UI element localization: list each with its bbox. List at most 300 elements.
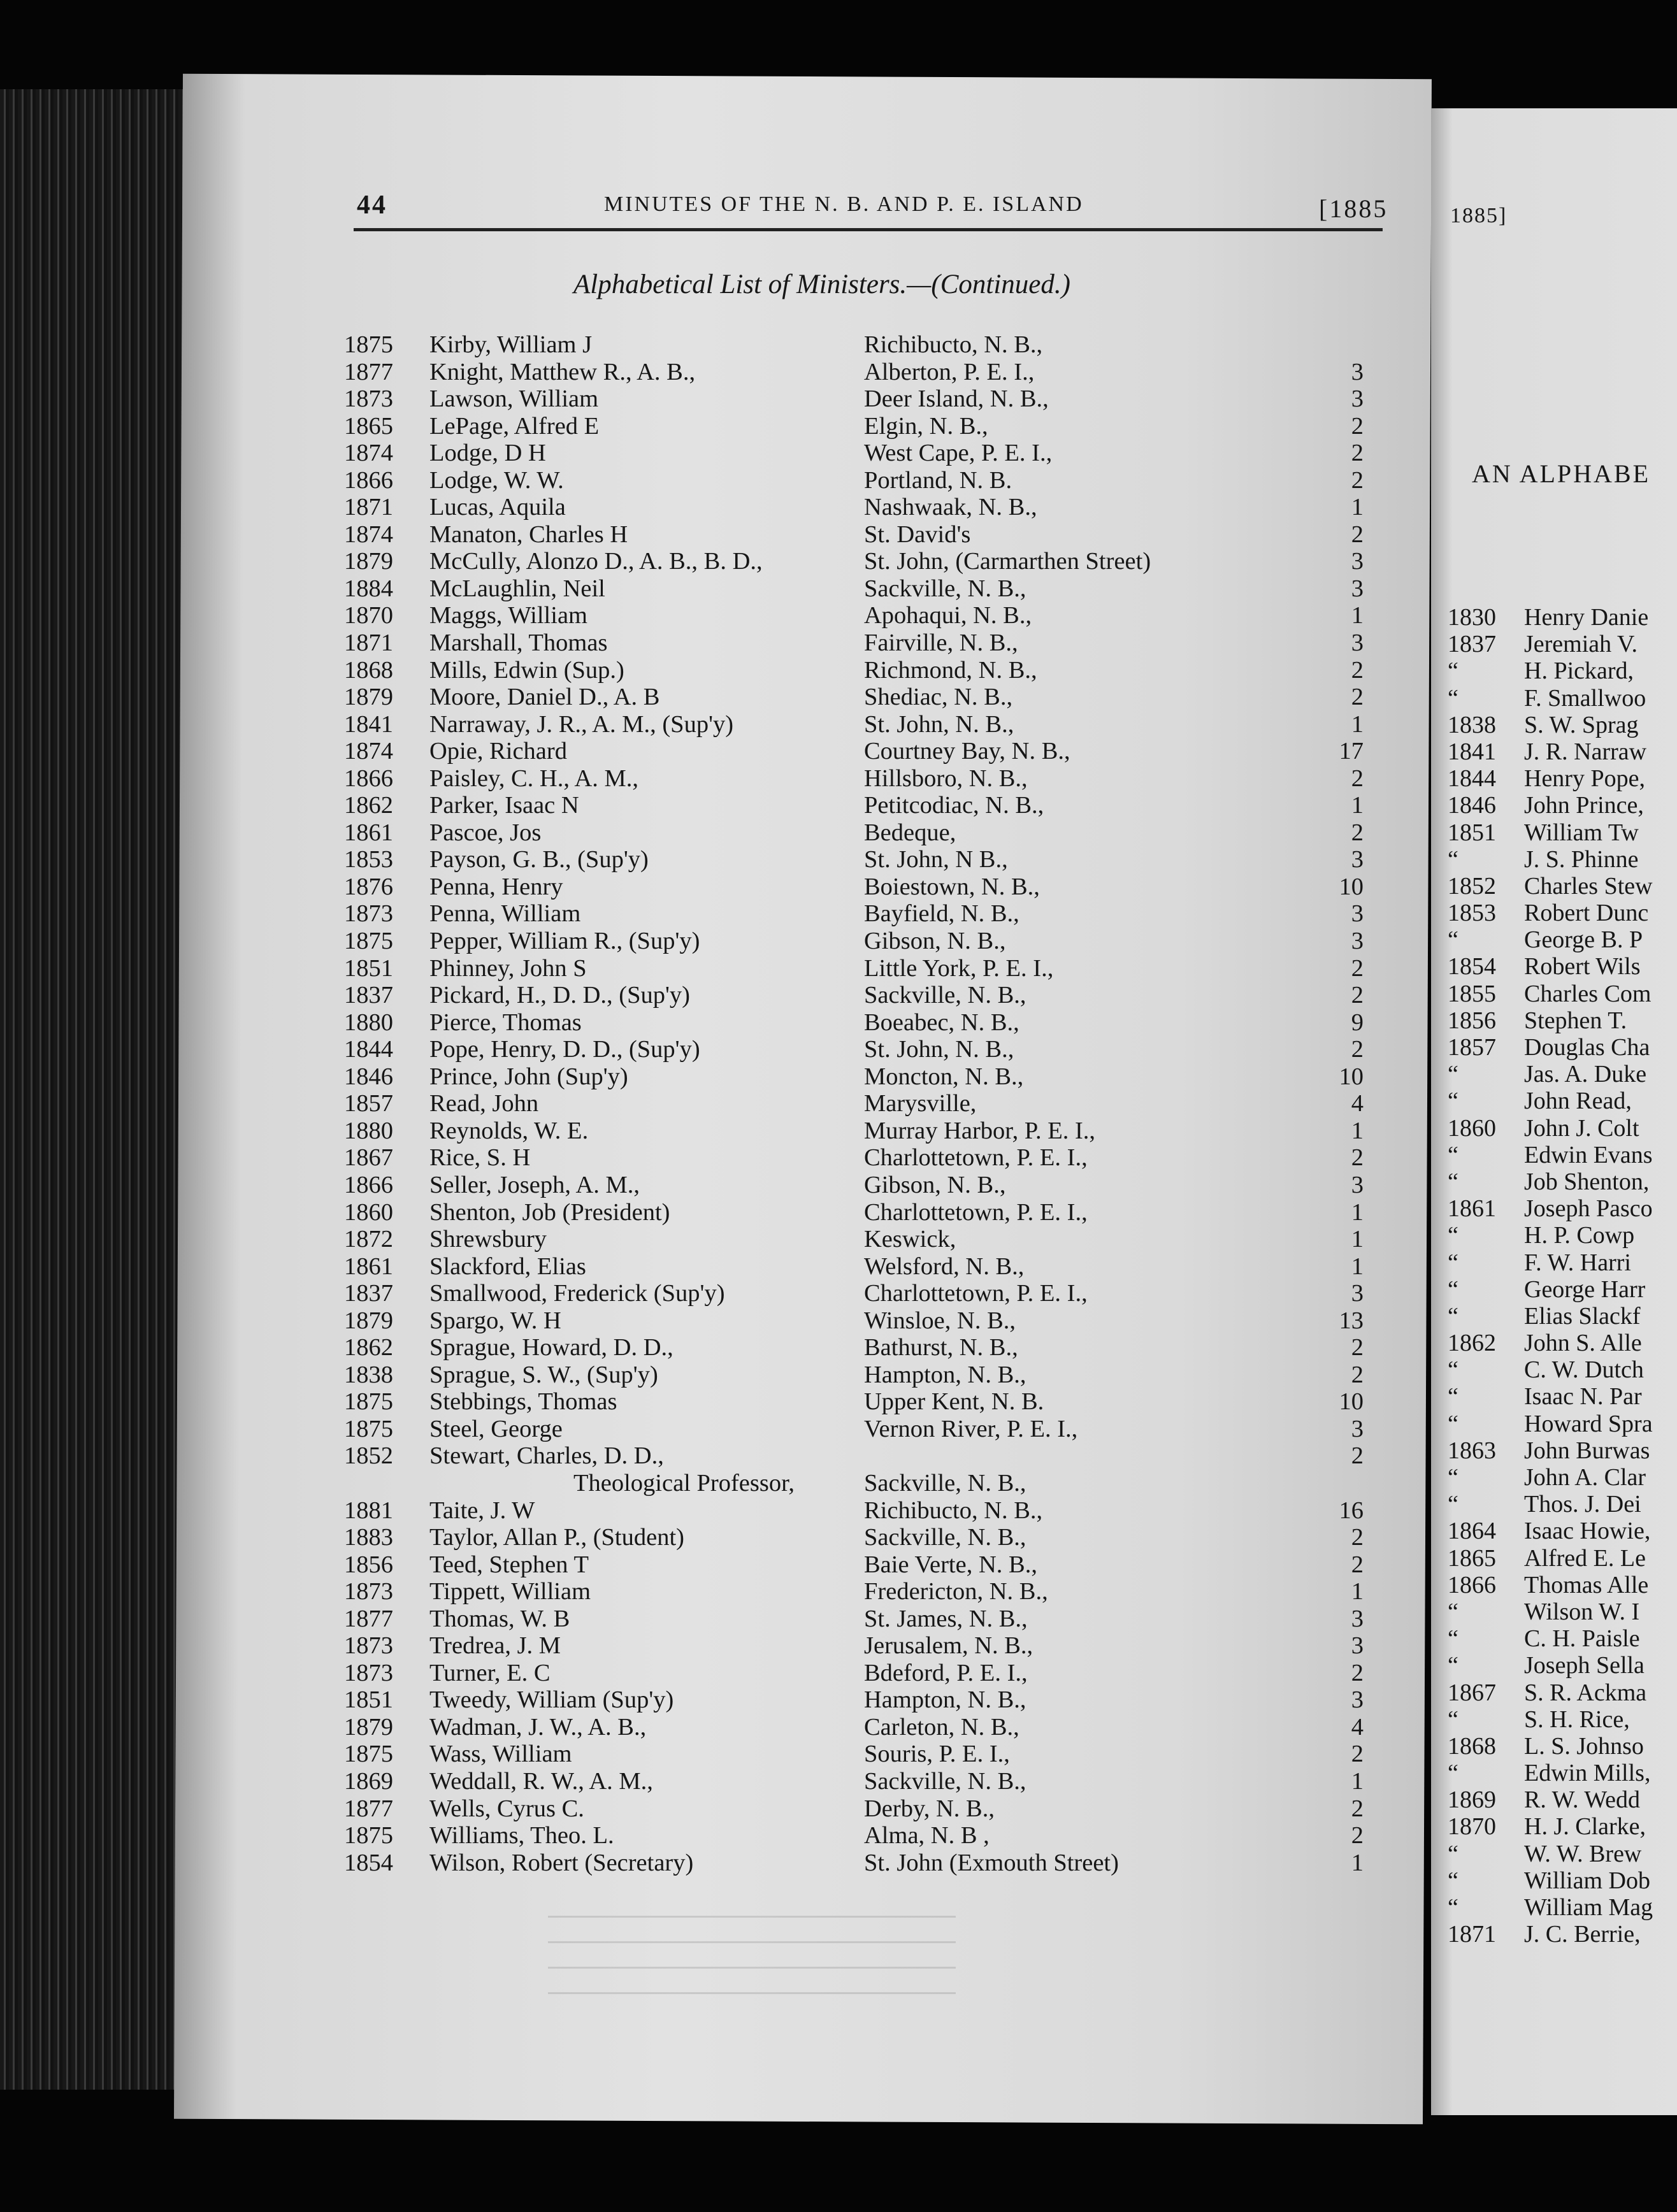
right-entry-name: H. J. Clarke, [1524, 1813, 1646, 1841]
right-entry-name: Thomas Alle [1524, 1571, 1649, 1598]
entry-years: 2 [1351, 982, 1364, 1009]
entry-year: 1851 [344, 1686, 393, 1714]
entry-name: Steel, George [429, 1415, 563, 1442]
right-entry-year: 1844 [1448, 765, 1496, 793]
list-item [344, 602, 1364, 629]
list-item [344, 331, 1364, 359]
list-item [344, 1144, 1364, 1172]
list-item [344, 1036, 1364, 1063]
entry-place: Sackville, N. B., [864, 1524, 1026, 1551]
entry-year: 1877 [344, 1605, 393, 1632]
entry-years: 1 [1351, 1578, 1364, 1605]
entry-years: 3 [1351, 358, 1364, 385]
list-item [344, 1307, 1364, 1335]
right-entry-name: J. R. Narraw [1524, 738, 1647, 765]
entry-year: 1860 [344, 1198, 393, 1226]
entry-place: Petitcodiac, N. B., [864, 792, 1044, 819]
entry-name: Penna, William [429, 900, 581, 928]
entry-years: 2 [1351, 440, 1364, 467]
entry-name: Pickard, H., D. D., (Sup'y) [429, 982, 691, 1009]
right-entry-year: 1871 [1448, 1921, 1496, 1948]
right-entry-year: 1830 [1448, 604, 1496, 631]
list-item [344, 1497, 1364, 1525]
right-entry-year: 1852 [1448, 872, 1496, 900]
entry-year: 1875 [344, 1415, 393, 1442]
entry-years: 1 [1351, 1226, 1364, 1253]
right-entry-year: 1861 [1448, 1195, 1496, 1223]
entry-place: Marysville, [864, 1090, 977, 1117]
right-entry-name: L. S. Johnso [1524, 1732, 1644, 1760]
list-item [344, 1280, 1364, 1307]
list-item [344, 955, 1364, 982]
list-item [344, 819, 1364, 847]
header-rule [354, 228, 1383, 231]
right-entry-year: “ [1448, 1275, 1458, 1303]
right-entry-name: John A. Clar [1524, 1464, 1646, 1491]
entry-place: Alberton, P. E. I., [864, 358, 1035, 385]
entry-years: 2 [1351, 1036, 1364, 1063]
entry-years: 1 [1351, 602, 1364, 629]
entry-name: McCully, Alonzo D., A. B., B. D., [429, 548, 763, 575]
ministers-list [344, 331, 1364, 1876]
entry-year: 1844 [344, 1036, 393, 1063]
entry-place: Nashwaak, N. B., [864, 494, 1037, 521]
entry-year: 1837 [344, 982, 393, 1009]
list-item [344, 521, 1364, 549]
entry-name: Lucas, Aquila [429, 494, 566, 521]
entry-years: 2 [1351, 1442, 1364, 1470]
entry-place: Charlottetown, P. E. I., [864, 1144, 1088, 1172]
right-entry-year: “ [1448, 1625, 1458, 1653]
entry-year: 1881 [344, 1497, 393, 1524]
entry-years: 4 [1351, 1713, 1364, 1741]
entry-place: Fredericton, N. B., [864, 1578, 1048, 1605]
entry-year: 1880 [344, 1009, 393, 1036]
entry-year: 1883 [344, 1524, 393, 1551]
entry-name: Paisley, C. H., A. M., [429, 765, 638, 792]
right-list-item [1448, 1706, 1677, 1733]
list-item [344, 873, 1364, 901]
entry-name: Parker, Isaac N [429, 792, 579, 819]
right-list-item [1448, 1733, 1677, 1760]
list-item [344, 1524, 1364, 1551]
right-list-item [1448, 792, 1677, 819]
right-entry-year: “ [1448, 1356, 1458, 1384]
right-entry-year: “ [1448, 1141, 1458, 1168]
right-entry-name: J. C. Berrie, [1524, 1921, 1641, 1948]
right-entry-year: “ [1448, 1061, 1458, 1088]
entry-name: Turner, E. C [429, 1659, 551, 1686]
right-entry-year: 1857 [1448, 1034, 1496, 1061]
right-list-item [1448, 1518, 1677, 1544]
entry-place: Sackville, N. B., [864, 982, 1026, 1009]
right-list-item [1448, 819, 1677, 846]
right-entry-year: 1854 [1448, 953, 1496, 980]
entry-place: St. John (Exmouth Street) [864, 1849, 1119, 1876]
entry-years: 3 [1351, 900, 1364, 928]
right-entry-name: John Burwas [1524, 1437, 1650, 1464]
right-list-item [1448, 1867, 1677, 1894]
list-item [344, 982, 1364, 1009]
right-entry-year: “ [1448, 1410, 1458, 1437]
list-item [344, 900, 1364, 928]
entry-place: Elgin, N. B., [864, 412, 988, 440]
entry-place: Shediac, N. B., [864, 684, 1013, 711]
right-list-item [1448, 1007, 1677, 1034]
right-entry-year: 1860 [1448, 1114, 1496, 1142]
entry-place: Boeabec, N. B., [864, 1009, 1019, 1036]
right-list-item [1448, 1652, 1677, 1679]
entry-name: Weddall, R. W., A. M., [429, 1767, 653, 1795]
entry-years: 3 [1351, 385, 1364, 413]
entry-place: Bedeque, [864, 819, 956, 846]
entry-name: Wadman, J. W., A. B., [429, 1713, 647, 1741]
entry-years: 16 [1339, 1497, 1364, 1524]
entry-name: Taylor, Allan P., (Student) [429, 1524, 684, 1551]
right-entry-year: “ [1448, 926, 1458, 954]
entry-name: Narraway, J. R., A. M., (Sup'y) [429, 710, 734, 738]
right-entry-year: 1867 [1448, 1679, 1496, 1706]
entry-name: Wass, William [429, 1741, 572, 1768]
right-list-item [1448, 1061, 1677, 1088]
right-entry-name: John Read, [1524, 1088, 1632, 1115]
entry-name: Slackford, Elias [429, 1253, 586, 1280]
entry-year: 1837 [344, 1280, 393, 1307]
entry-year: 1854 [344, 1849, 393, 1876]
entry-year: 1875 [344, 1388, 393, 1416]
entry-years: 2 [1351, 1551, 1364, 1578]
right-entry-name: Edwin Evans [1524, 1141, 1653, 1168]
entry-name: Opie, Richard [429, 738, 567, 765]
entry-place: West Cape, P. E. I., [864, 440, 1053, 467]
entry-year: 1867 [344, 1144, 393, 1172]
entry-place: St. John, N. B., [864, 710, 1014, 738]
right-entry-name: Alfred E. Le [1524, 1544, 1646, 1572]
entry-place: Richmond, N. B., [864, 656, 1037, 684]
entry-name: Moore, Daniel D., A. B [429, 684, 660, 711]
entry-years: 1 [1351, 494, 1364, 521]
right-list-item [1448, 1356, 1677, 1383]
entry-name: Reynolds, W. E. [429, 1117, 589, 1144]
right-entry-name: Henry Pope, [1524, 765, 1645, 793]
right-entry-name: Stephen T. [1524, 1007, 1627, 1034]
entry-name: Spargo, W. H [429, 1307, 561, 1334]
right-entry-year: “ [1448, 1652, 1458, 1679]
right-entry-name: John J. Colt [1524, 1114, 1639, 1142]
entry-name: Tippett, William [429, 1578, 591, 1605]
right-entry-year: “ [1448, 1088, 1458, 1115]
entry-place: Alma, N. B , [864, 1822, 990, 1849]
entry-years: 1 [1351, 1767, 1364, 1795]
right-list-item [1448, 1598, 1677, 1625]
right-entry-year: “ [1448, 1302, 1458, 1330]
right-page-header-year: 1885] [1450, 204, 1508, 227]
right-entry-year: 1862 [1448, 1330, 1496, 1357]
entry-year: 1880 [344, 1117, 393, 1144]
right-entry-name: William Tw [1524, 819, 1639, 846]
right-entry-name: Douglas Cha [1524, 1034, 1650, 1061]
right-entry-year: “ [1448, 1867, 1458, 1894]
entry-name: Tredrea, J. M [429, 1632, 561, 1660]
entry-year: 1861 [344, 819, 393, 846]
list-item [344, 413, 1364, 440]
entry-years: 2 [1351, 1822, 1364, 1849]
entry-place: Souris, P. E. I., [864, 1741, 1010, 1768]
entry-year: 1873 [344, 900, 393, 928]
list-item [344, 440, 1364, 467]
right-list-item [1448, 604, 1677, 631]
right-entry-year: 1846 [1448, 792, 1496, 819]
right-list-item [1448, 1545, 1677, 1572]
right-entry-year: “ [1448, 1706, 1458, 1733]
entry-year: 1876 [344, 873, 393, 900]
entry-place: Charlottetown, P. E. I., [864, 1198, 1088, 1226]
list-item [344, 1768, 1364, 1795]
right-entry-name: Jas. A. Duke [1524, 1061, 1647, 1088]
list-item [344, 1660, 1364, 1687]
entry-years: 2 [1351, 1659, 1364, 1686]
right-entry-name: C. W. Dutch [1524, 1356, 1644, 1384]
list-item [344, 1551, 1364, 1579]
entry-place: Portland, N. B. [864, 466, 1012, 494]
list-item [344, 792, 1364, 819]
right-entry-year: “ [1448, 1598, 1458, 1625]
list-item [344, 1172, 1364, 1199]
entry-name: Pierce, Thomas [429, 1009, 582, 1036]
list-item [344, 928, 1364, 955]
entry-years: 1 [1351, 792, 1364, 819]
right-list-item [1448, 1383, 1677, 1410]
right-entry-year: “ [1448, 657, 1458, 685]
entry-name: Teed, Stephen T [429, 1551, 589, 1578]
right-entry-name: Edwin Mills, [1524, 1760, 1651, 1787]
entry-name: Lodge, D H [429, 440, 546, 467]
right-entry-name: Henry Danie [1524, 604, 1649, 631]
entry-place: Charlottetown, P. E. I., [864, 1280, 1088, 1307]
list-item [344, 1334, 1364, 1361]
page-number: 44 [357, 190, 387, 220]
entry-place: Sackville, N. B., [864, 575, 1026, 602]
right-entry-name: H. Pickard, [1524, 657, 1634, 685]
right-entry-year: “ [1448, 1249, 1458, 1276]
entry-year: 1851 [344, 954, 393, 982]
entry-place: Hampton, N. B., [864, 1686, 1026, 1714]
entry-place: Keswick, [864, 1226, 956, 1253]
right-list-item [1448, 1813, 1677, 1840]
list-item [344, 738, 1364, 765]
right-entry-name: J. S. Phinne [1524, 845, 1639, 873]
list-item [344, 1741, 1364, 1768]
entry-years: 2 [1351, 684, 1364, 711]
right-list-item [1448, 1168, 1677, 1195]
right-list-item [1448, 1572, 1677, 1598]
entry-name: Tweedy, William (Sup'y) [429, 1686, 674, 1714]
right-entry-name: Joseph Sella [1524, 1652, 1645, 1679]
entry-year: 1871 [344, 629, 393, 657]
right-entry-year: 1841 [1448, 738, 1496, 765]
right-entry-year: “ [1448, 1760, 1458, 1787]
right-entry-name: Elias Slackf [1524, 1302, 1641, 1330]
right-entry-year: 1853 [1448, 900, 1496, 927]
entry-name: Sprague, S. W., (Sup'y) [429, 1361, 658, 1388]
list-item [344, 1578, 1364, 1605]
list-item [344, 1009, 1364, 1037]
right-list-item [1448, 712, 1677, 738]
list-item [344, 575, 1364, 603]
entry-year: 1874 [344, 738, 393, 765]
right-list-item [1448, 1921, 1677, 1948]
entry-name: Prince, John (Sup'y) [429, 1063, 628, 1090]
list-item [344, 846, 1364, 873]
list-item [344, 385, 1364, 413]
entry-years: 2 [1351, 1361, 1364, 1388]
right-entry-year: “ [1448, 1840, 1458, 1867]
entry-place: Boiestown, N. B., [864, 873, 1040, 900]
right-entry-year: 1870 [1448, 1813, 1496, 1841]
entry-name: Kirby, William J [429, 331, 593, 358]
entry-place: Hillsboro, N. B., [864, 765, 1028, 792]
right-list-item [1448, 631, 1677, 657]
entry-name: Sprague, Howard, D. D., [429, 1334, 673, 1361]
right-list-item [1448, 765, 1677, 792]
entry-years: 3 [1351, 1415, 1364, 1442]
entry-year: 1872 [344, 1226, 393, 1253]
entry-name: Theological Professor, [573, 1469, 795, 1497]
entry-year: 1874 [344, 440, 393, 467]
entry-years: 2 [1351, 1144, 1364, 1172]
list-item [344, 765, 1364, 793]
entry-place: Richibucto, N. B., [864, 331, 1043, 358]
right-list-item [1448, 1330, 1677, 1356]
right-list-item [1448, 1034, 1677, 1061]
right-list-item [1448, 1760, 1677, 1786]
entry-place: St. John, N. B., [864, 1036, 1014, 1063]
right-list-item [1448, 1679, 1677, 1706]
entry-years: 2 [1351, 466, 1364, 494]
entry-year: 1852 [344, 1442, 393, 1470]
running-title: MINUTES OF THE N. B. AND P. E. ISLAND [604, 192, 1084, 216]
right-page-list [1448, 604, 1677, 1948]
entry-year: 1884 [344, 575, 393, 602]
right-entry-name: S. W. Sprag [1524, 711, 1639, 738]
list-item [344, 494, 1364, 521]
entry-name: Rice, S. H [429, 1144, 531, 1172]
entry-year: 1870 [344, 602, 393, 629]
right-entry-year: 1865 [1448, 1544, 1496, 1572]
entry-years: 3 [1351, 1171, 1364, 1198]
entry-name: Mills, Edwin (Sup.) [429, 656, 624, 684]
list-caption: Alphabetical List of Ministers.—(Continued.) [573, 269, 1070, 299]
entry-years: 1 [1351, 710, 1364, 738]
right-entry-year: “ [1448, 1222, 1458, 1249]
right-entry-name: Jeremiah V. [1524, 631, 1638, 658]
entry-year: 1875 [344, 1741, 393, 1768]
entry-year: 1866 [344, 765, 393, 792]
entry-place: Gibson, N. B., [864, 928, 1006, 955]
entry-name: Payson, G. B., (Sup'y) [429, 846, 649, 873]
entry-name: Smallwood, Frederick (Sup'y) [429, 1280, 725, 1307]
right-list-item [1448, 1841, 1677, 1867]
entry-years: 3 [1351, 1280, 1364, 1307]
right-entry-name: R. W. Wedd [1524, 1786, 1641, 1814]
right-list-item [1448, 738, 1677, 765]
entry-place: Courtney Bay, N. B., [864, 738, 1070, 765]
right-list-item [1448, 1249, 1677, 1276]
entry-years: 3 [1351, 1686, 1364, 1714]
list-item [344, 657, 1364, 684]
entry-years: 10 [1339, 873, 1364, 900]
entry-place: St. David's [864, 521, 971, 548]
list-item [344, 1226, 1364, 1253]
entry-place: Murray Harbor, P. E. I., [864, 1117, 1096, 1144]
entry-year: 1846 [344, 1063, 393, 1090]
entry-place: St. John, N B., [864, 846, 1008, 873]
right-list-item [1448, 846, 1677, 873]
entry-years: 2 [1351, 1334, 1364, 1361]
entry-year: 1873 [344, 1659, 393, 1686]
entry-years: 4 [1351, 1090, 1364, 1117]
right-entry-name: C. H. Paisle [1524, 1625, 1640, 1653]
entry-place: St. John, (Carmarthen Street) [864, 548, 1151, 575]
right-entry-name: Thos. J. Dei [1524, 1491, 1641, 1518]
entry-year: 1865 [344, 412, 393, 440]
entry-place: Gibson, N. B., [864, 1171, 1006, 1198]
entry-place: Little York, P. E. I., [864, 954, 1054, 982]
entry-place: Hampton, N. B., [864, 1361, 1026, 1388]
right-entry-year: 1869 [1448, 1786, 1496, 1814]
book-binding-edge [0, 89, 191, 2090]
entry-years: 2 [1351, 954, 1364, 982]
right-entry-name: Job Shenton, [1524, 1168, 1650, 1195]
entry-name: Pascoe, Jos [429, 819, 542, 846]
entry-name: Wilson, Robert (Secretary) [429, 1849, 694, 1876]
list-item [344, 1795, 1364, 1823]
entry-name: Marshall, Thomas [429, 629, 608, 657]
right-list-item [1448, 1411, 1677, 1437]
right-entry-name: Charles Stew [1524, 872, 1653, 900]
entry-year: 1873 [344, 1578, 393, 1605]
entry-place: Winsloe, N. B., [864, 1307, 1016, 1334]
entry-year: 1879 [344, 1713, 393, 1741]
entry-place: Bdeford, P. E. I., [864, 1659, 1028, 1686]
list-item [344, 1632, 1364, 1660]
entry-years: 3 [1351, 928, 1364, 955]
right-entry-year: 1868 [1448, 1732, 1496, 1760]
entry-name: Stewart, Charles, D. D., [429, 1442, 664, 1470]
right-entry-name: S. H. Rice, [1524, 1706, 1630, 1733]
right-entry-year: 1856 [1448, 1007, 1496, 1034]
entry-place: Apohaqui, N. B., [864, 602, 1032, 629]
entry-place: Sackville, N. B., [864, 1767, 1026, 1795]
entry-place: Vernon River, P. E. I., [864, 1415, 1078, 1442]
right-page-title: AN ALPHABE [1472, 459, 1651, 488]
right-entry-year: 1855 [1448, 980, 1496, 1007]
entry-name: Knight, Matthew R., A. B., [429, 358, 696, 385]
right-entry-name: F. W. Harri [1524, 1249, 1631, 1276]
right-entry-name: H. P. Cowp [1524, 1222, 1635, 1249]
right-list-item [1448, 1276, 1677, 1303]
entry-year: 1853 [344, 846, 393, 873]
right-list-item [1448, 685, 1677, 712]
right-list-item [1448, 1088, 1677, 1114]
bleed-through-smudge [548, 1911, 956, 1994]
entry-year: 1875 [344, 331, 393, 358]
right-entry-year: 1864 [1448, 1518, 1496, 1545]
entry-year: 1856 [344, 1551, 393, 1578]
list-item [344, 1416, 1364, 1443]
right-entry-year: 1863 [1448, 1437, 1496, 1464]
entry-name: Penna, Henry [429, 873, 563, 900]
